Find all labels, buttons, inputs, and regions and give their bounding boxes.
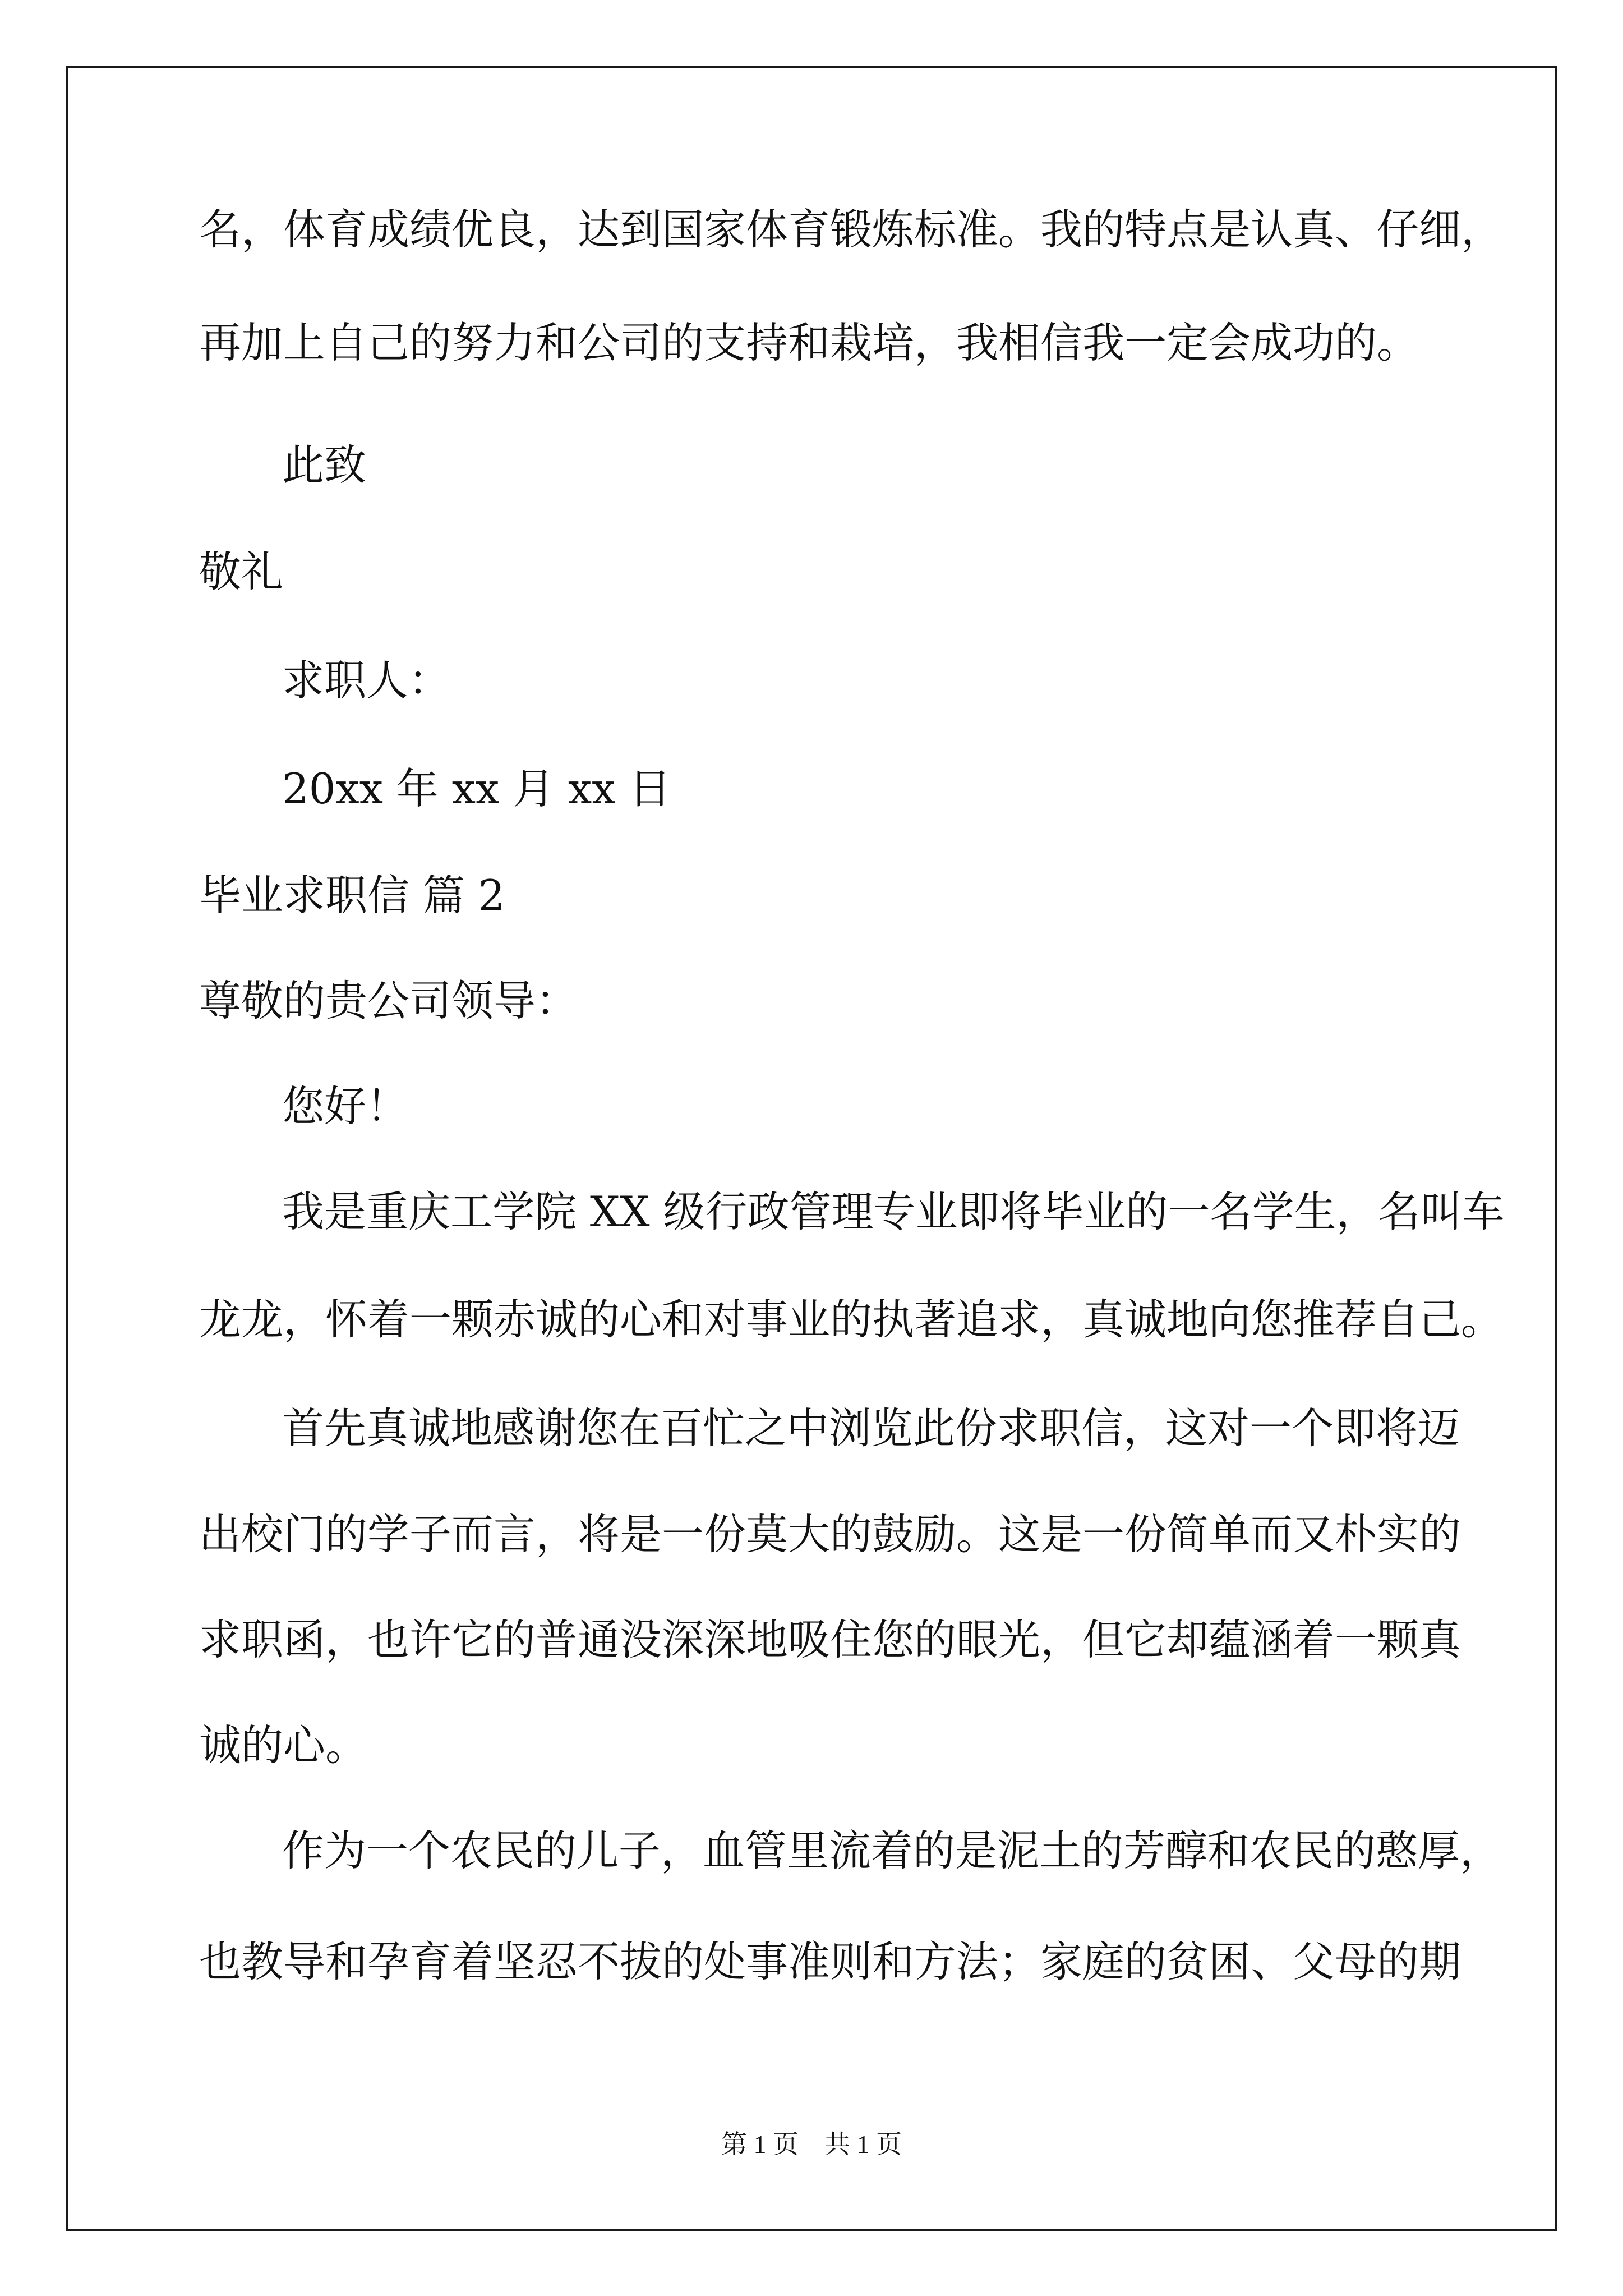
text-line: 作为一个农民的儿子，血管里流着的是泥土的芳醇和农民的憨厚， — [282, 1826, 1502, 1875]
greeting: 您好！ — [282, 1082, 409, 1131]
text-line: 我是重庆工学院 XX 级行政管理专业即将毕业的一名学生，名叫车 — [282, 1187, 1505, 1236]
text-line: 此致 — [282, 440, 367, 490]
text-line: 20xx 年 xx 月 xx 日 — [282, 764, 671, 813]
text-line: 名，体育成绩优良，达到国家体育锻炼标准。我的特点是认真、仔细， — [199, 205, 1504, 254]
page-border — [66, 66, 1557, 2231]
text-line: 出校门的学子而言，将是一份莫大的鼓励。这是一份简单而又朴实的 — [199, 1510, 1461, 1559]
text-line: 也教导和孕育着坚忍不拔的处事准则和方法；家庭的贫困、父母的期 — [199, 1937, 1461, 1986]
salutation: 尊敬的贵公司领导： — [199, 976, 578, 1025]
text-line: 求职人： — [282, 656, 451, 705]
text-line: 再加上自己的努力和公司的支持和栽培，我相信我一定会成功的。 — [199, 318, 1419, 367]
text-line: 求职函，也许它的普通没深深地吸住您的眼光，但它却蕴涵着一颗真 — [199, 1615, 1461, 1664]
text-line: 首先真诚地感谢您在百忙之中浏览此份求职信，这对一个即将迈 — [282, 1404, 1460, 1453]
text-line: 敬礼 — [199, 547, 284, 596]
page-number: 第 1 页 共 1 页 — [721, 2130, 902, 2159]
text-line: 诚的心。 — [199, 1720, 368, 1770]
section-heading: 毕业求职信 篇 2 — [199, 871, 505, 920]
text-line: 龙龙，怀着一颗赤诚的心和对事业的执著追求，真诚地向您推荐自己。 — [199, 1295, 1504, 1344]
